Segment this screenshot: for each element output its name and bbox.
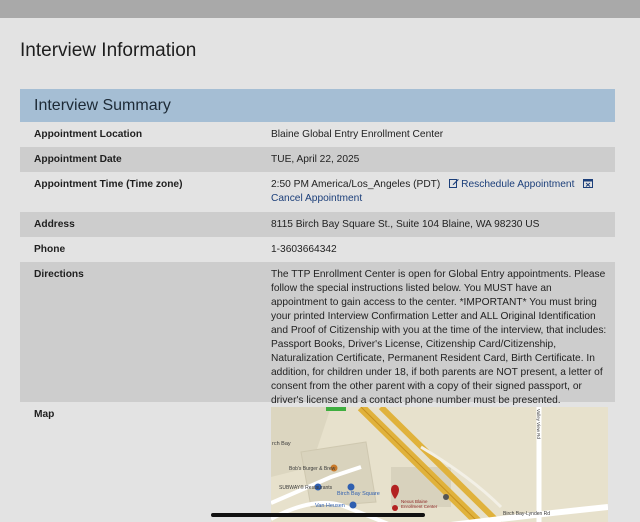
row-phone — [20, 237, 615, 262]
value-time: 2:50 PM America/Los_Angeles (PDT) — [271, 179, 441, 190]
reschedule-link[interactable] — [443, 179, 577, 190]
value-address: 8115 Birch Bay Square St., Suite 104 Blaine, WA 98230 US — [271, 219, 540, 230]
edit-icon — [449, 178, 459, 188]
row-directions — [20, 262, 615, 406]
map-label-bobs: Bob's Burger & Brew — [289, 466, 336, 472]
map-cell — [271, 408, 615, 522]
reschedule-label: Reschedule Appointment — [461, 179, 575, 190]
map-label-valley-view: Valley View Rd — [536, 409, 541, 439]
label-address: Address — [34, 219, 75, 230]
label-time: Appointment Time (Time zone) — [34, 179, 183, 190]
map-label-birch-bay-lynden: Birch Bay-Lynden Rd — [503, 511, 551, 517]
summary-header: Interview Summary — [20, 89, 615, 122]
calendar-cancel-icon — [583, 178, 593, 188]
value-date: TUE, April 22, 2025 — [271, 154, 360, 165]
map-canvas — [271, 407, 608, 522]
map-label-nexus-1: Nexus Blaine — [401, 499, 428, 504]
row-date — [20, 147, 615, 172]
home-indicator — [211, 513, 425, 517]
map-label-nexus-2: Enrollment Center — [401, 504, 438, 509]
page-title: Interview Information — [20, 40, 197, 61]
interview-card — [0, 18, 640, 522]
value-phone: 1-3603664342 — [271, 244, 337, 255]
value-time-cell — [271, 178, 615, 212]
cancel-label: Cancel Appointment — [271, 193, 363, 204]
value-directions: The TTP Enrollment Center is open for Global Entry appointments. Please follow the special instructions listed below. You MUST have an appointment to gain access to the center. *IMPORTANT* You must bring your printed Interview Confirmation Letter and ALL Original Identification and Proof of Citizenship with you at the time of the interview, that includes: Passport Books, Driver's License, Citizenship Card/Citizenship, Naturalization Certificate, Permanent Resident Card, Birth Certificate. In addition, for children under 18, if both parents are NOT present, a letter of consent from the other parent with a copy of their signed passport, or driver's license and a contact phone number must be presented. — [271, 269, 607, 406]
row-map — [20, 402, 615, 522]
label-map: Map — [34, 409, 55, 420]
row-location — [20, 122, 615, 147]
value-location: Blaine Global Entry Enrollment Center — [271, 129, 444, 140]
summary-table — [20, 122, 615, 522]
row-time — [20, 172, 615, 212]
row-address — [20, 212, 615, 237]
top-bar — [0, 0, 640, 18]
map-label-birch-bay: rch Bay — [272, 441, 291, 447]
label-date: Appointment Date — [34, 154, 122, 165]
label-directions: Directions — [34, 269, 84, 280]
label-phone: Phone — [34, 244, 66, 255]
location-map[interactable] — [271, 407, 608, 522]
label-location: Appointment Location — [34, 129, 143, 140]
map-label-birch-bay-square: Birch Bay Square — [337, 491, 380, 497]
map-label-van-heusen: Van Heusen — [315, 503, 345, 509]
map-label-subway: SUBWAY® Restaurants — [279, 485, 333, 491]
